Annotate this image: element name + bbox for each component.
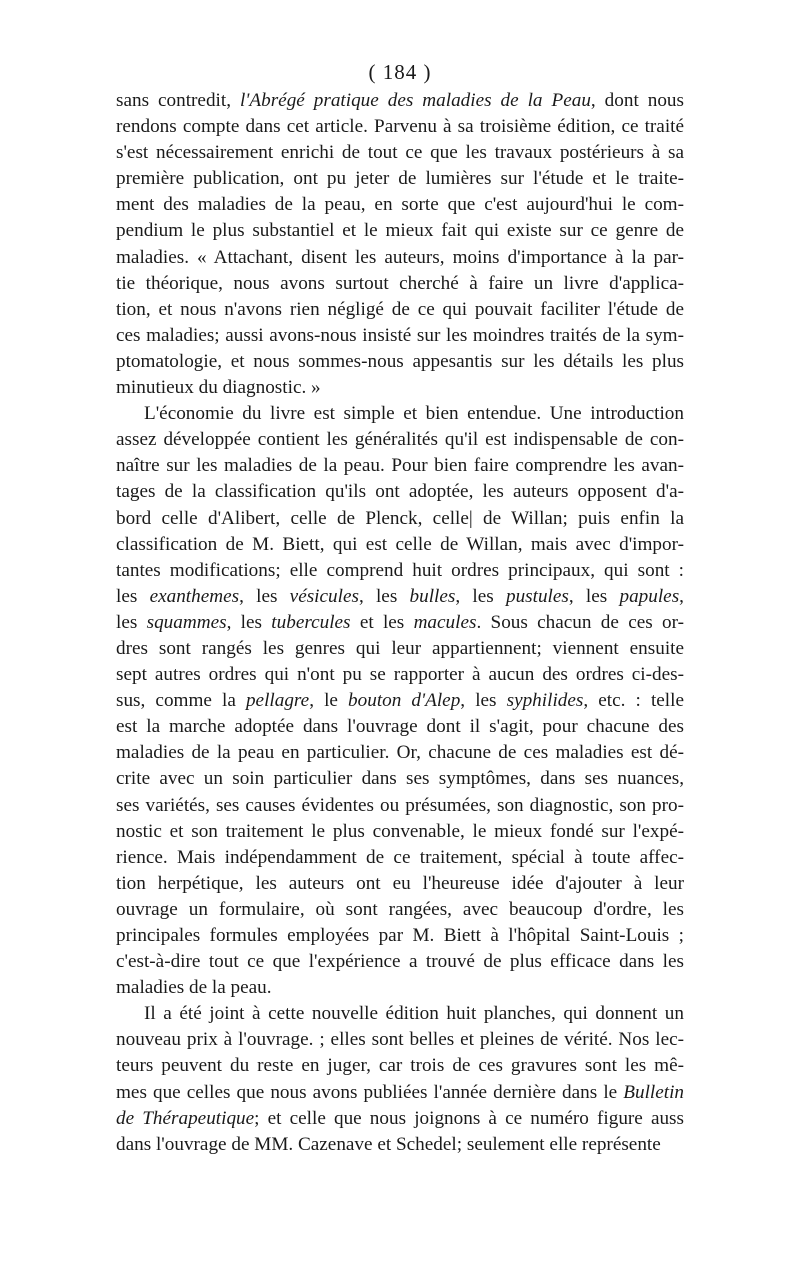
text-segment: ptomatologie, et nous sommes-nous appesantis sur les détails les plus (116, 350, 684, 372)
text-line (116, 375, 684, 401)
text-line (116, 558, 684, 584)
text-line (116, 1080, 684, 1106)
italic-text: syphilides (506, 690, 584, 712)
page-number: ( 184 ) (368, 60, 432, 84)
text-line (116, 192, 684, 218)
text-line (116, 975, 684, 1001)
text-segment: est la marche adoptée dans l'ouvrage dont il s'agit, pour chacune des (116, 716, 684, 738)
paragraph (116, 88, 684, 401)
text-segment: , le (309, 690, 349, 712)
text-line (116, 114, 684, 140)
text-segment: les (116, 611, 147, 633)
italic-text: pellagre (245, 690, 310, 712)
text-line (116, 427, 684, 453)
text-segment: rendons compte dans cet article. Parvenu à sa troisième édition, ce traité (116, 116, 684, 138)
text-segment: ; et celle que nous joignons à ce numéro figure auss (254, 1107, 684, 1129)
text-segment: , les (226, 611, 272, 633)
text-segment: classification de M. Biett, qui est celle de Willan, mais avec d'impor- (116, 533, 684, 555)
text-segment: nouveau prix à l'ouvrage. ; elles sont belles et pleines de vérité. Nos lec- (116, 1029, 684, 1051)
text-line (116, 584, 684, 610)
text-segment: dres sont rangés les genres qui leur appartiennent; viennent ensuite (116, 637, 684, 659)
paragraph (116, 401, 684, 1001)
text-line (116, 218, 684, 244)
text-line (116, 871, 684, 897)
text-segment: et les (350, 611, 414, 633)
italic-text: bulles (409, 585, 456, 607)
text-line (116, 401, 684, 427)
text-segment: , les (239, 585, 290, 607)
text-line (116, 88, 684, 114)
text-line (116, 610, 684, 636)
text-segment: tion, et nous n'avons rien négligé de ce qui pouvait faciliter l'étude de (116, 298, 684, 320)
body-text (116, 88, 684, 1158)
text-segment: rience. Mais indépendamment de ce traitement, spécial à toute affec- (116, 846, 684, 868)
text-line (116, 636, 684, 662)
text-line (116, 923, 684, 949)
text-line (116, 506, 684, 532)
text-segment: pendium le plus substantiel et le mieux fait qui existe sur ce genre de (116, 220, 684, 242)
text-line (116, 349, 684, 375)
text-segment: , etc. : telle (583, 690, 684, 712)
text-line (116, 453, 684, 479)
text-segment: première publication, ont pu jeter de lumières sur l'étude et le traite- (116, 168, 684, 190)
italic-text: exanthemes (149, 585, 240, 607)
text-segment: minutieux du diagnostic. » (116, 377, 321, 399)
text-segment: les (116, 585, 150, 607)
text-line (116, 479, 684, 505)
text-segment: s'est nécessairement enrichi de tout ce que les travaux postérieurs à sa (116, 142, 684, 164)
text-segment: bord celle d'Alibert, celle de Plenck, celle| de Willan; puis enfin la (116, 507, 684, 529)
text-segment: tie théorique, nous avons surtout cherché à faire un livre d'applica- (116, 272, 684, 294)
text-segment: , dont nous (590, 90, 684, 111)
text-line (116, 688, 684, 714)
text-line (116, 714, 684, 740)
text-line (116, 140, 684, 166)
text-segment: maladies de la peau en particulier. Or, chacune de ces maladies est dé- (116, 742, 684, 764)
text-line (116, 662, 684, 688)
text-segment: ses variétés, ses causes évidentes ou présumées, son diagnostic, son pro- (116, 794, 684, 816)
text-segment: tantes modifications; elle comprend huit ordres principaux, qui sont : (116, 559, 684, 581)
text-segment: crite avec un soin particulier dans ses symptômes, dans ses nuances, (116, 768, 684, 790)
italic-text: papules (619, 585, 680, 607)
text-segment: principales formules employées par M. Biett à l'hôpital Saint-Louis ; (116, 925, 684, 946)
text-segment: sans contredit, (116, 90, 240, 111)
text-segment: ment des maladies de la peau, en sorte que c'est aujourd'hui le com- (116, 194, 684, 216)
text-line (116, 532, 684, 558)
text-segment: assez développée contient les généralités qu'il est indispensable de con- (116, 429, 684, 451)
italic-text: pustules (505, 585, 569, 607)
text-segment: c'est-à-dire tout ce que l'expérience a trouvé de plus efficace dans les (116, 951, 684, 973)
text-line (116, 323, 684, 349)
italic-text: vésicules (289, 585, 359, 607)
text-segment: tion herpétique, les auteurs ont eu l'heureuse idée d'ajouter à leur (116, 872, 684, 894)
text-segment: sus, comme la (116, 690, 246, 712)
text-line (116, 1106, 684, 1132)
text-line (116, 166, 684, 192)
text-line (116, 1053, 684, 1079)
text-line (116, 740, 684, 766)
text-segment: sept autres ordres qui n'ont pu se rapporter à aucun des ordres ci-des- (116, 664, 684, 686)
text-line (116, 897, 684, 923)
text-segment: maladies de la peau. (116, 977, 272, 999)
text-line (116, 845, 684, 871)
italic-text: squammes (146, 611, 227, 633)
text-line (116, 271, 684, 297)
text-segment: nostic et son traitement le plus convenable, le mieux fondé sur l'expé- (116, 820, 684, 842)
text-segment: L'économie du livre est simple et bien entendue. Une introduction (144, 403, 684, 425)
text-line (116, 1132, 684, 1158)
text-line (116, 1027, 684, 1053)
text-segment: maladies. « Attachant, disent les auteurs, moins d'importance à la par- (116, 246, 684, 268)
italic-text: l'Abrégé pratique des maladies de la Peau (239, 90, 591, 111)
italic-text: macules (413, 611, 477, 633)
italic-text: Bulletin (623, 1081, 684, 1103)
italic-text: tubercules (271, 611, 351, 633)
text-segment: . Sous chacun de ces or- (476, 611, 684, 633)
italic-text: bouton d'Alep (348, 690, 461, 712)
paragraph (116, 1001, 684, 1158)
text-segment: Il a été joint à cette nouvelle édition huit planches, qui donnent un (144, 1003, 684, 1025)
text-line (116, 245, 684, 271)
text-segment: , les (568, 585, 620, 607)
text-segment: mes que celles que nous avons publiées l'année dernière dans le (116, 1081, 624, 1103)
text-segment: ouvrage un formulaire, où sont rangées, avec beaucoup d'ordre, les (116, 898, 684, 920)
text-segment: teurs peuvent du reste en juger, car trois de ces gravures sont les mê- (116, 1055, 684, 1077)
text-line (116, 949, 684, 975)
text-segment: naître sur les maladies de la peau. Pour bien faire comprendre les avan- (116, 455, 684, 477)
text-segment: , les (358, 585, 410, 607)
text-segment: , les (455, 585, 506, 607)
text-segment: dans l'ouvrage de MM. Cazenave et Schedel; seulement elle représente (116, 1133, 661, 1155)
text-segment: tages de la classification qu'ils ont adoptée, les auteurs opposent d'a- (116, 481, 684, 503)
text-line (116, 819, 684, 845)
italic-text: de Thérapeutique (116, 1107, 255, 1129)
text-segment: , les (460, 690, 507, 712)
text-line (116, 766, 684, 792)
text-line (116, 297, 684, 323)
text-segment: , (679, 585, 684, 607)
text-line (116, 793, 684, 819)
text-line (116, 1001, 684, 1027)
text-segment: ces maladies; aussi avons-nous insisté sur les moindres traités de la sym- (116, 324, 684, 346)
